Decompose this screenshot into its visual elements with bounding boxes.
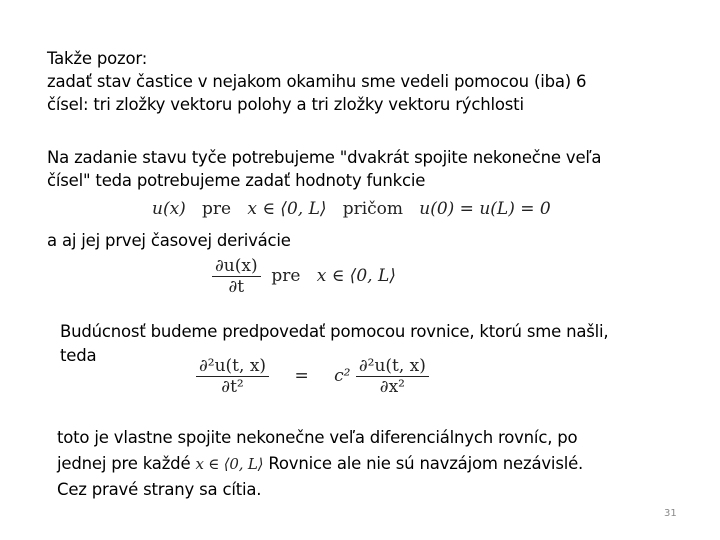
denominator: ∂t² [221, 377, 244, 397]
math-term: x ∈ ⟨0, L⟩ [316, 266, 396, 286]
text-line: Na zadanie stavu tyče potrebujeme "dvakrát spojite nekonečne veľa [47, 148, 602, 167]
page-number: 31 [664, 508, 677, 519]
text-span: Rovnice ale nie sú navzájom nezávislé. [268, 454, 584, 473]
text-line: čísel" teda potrebujeme zadať hodnoty funkcie [47, 171, 426, 190]
numerator: ∂²u(t, x) [356, 356, 429, 377]
math-term: u(x) [152, 199, 186, 219]
fraction [212, 256, 261, 297]
fraction [356, 356, 429, 397]
text-line [57, 453, 583, 475]
numerator: ∂u(x) [212, 256, 261, 277]
text-line: a aj jej prvej časovej derivácie [47, 231, 291, 250]
math-term: x ∈ ⟨0, L⟩ [195, 455, 264, 473]
text-line: zadať stav častice v nejakom okamihu sme vedeli pomocou (iba) 6 [47, 72, 587, 91]
math-term: pre [202, 199, 232, 219]
text-line: toto je vlastne spojite nekonečne veľa diferenciálnych rovníc, po [57, 428, 578, 447]
denominator: ∂x² [379, 377, 405, 397]
math-term: u(0) = u(L) = 0 [419, 199, 551, 219]
math-term: c² [334, 366, 351, 386]
numerator: ∂²u(t, x) [196, 356, 269, 377]
formula-wave-equation [196, 356, 429, 397]
text-line: Cez pravé strany sa cítia. [57, 480, 262, 499]
formula-initial-velocity [212, 256, 396, 297]
fraction [196, 356, 269, 397]
math-term: x ∈ ⟨0, L⟩ [247, 199, 327, 219]
math-term: pre [271, 266, 301, 286]
text-line: čísel: tri zložky vektoru polohy a tri zložky vektoru rýchlosti [47, 95, 524, 114]
denominator: ∂t [228, 277, 245, 297]
equals-sign: = [294, 366, 309, 386]
math-term: pričom [342, 199, 404, 219]
text-line: Budúcnosť budeme predpovedať pomocou rovnice, ktorú sme našli, [60, 322, 609, 341]
text-span: jednej pre každé [57, 454, 191, 473]
text-line: Takže pozor: [47, 49, 148, 68]
formula-initial-position [152, 199, 551, 219]
text-line: teda [60, 346, 97, 365]
